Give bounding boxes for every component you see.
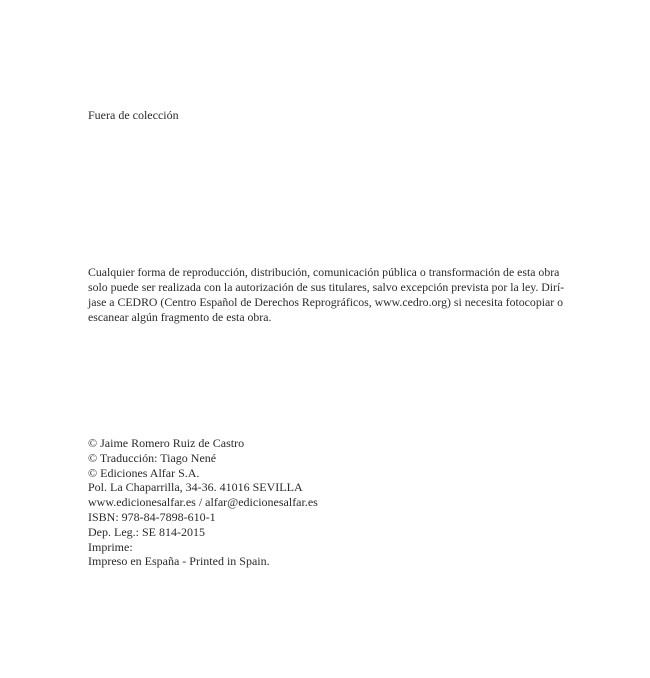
isbn: ISBN: 978-84-7898-610-1 [88,509,216,524]
publisher-web-email: www.edicionesalfar.es / alfar@edicionesalfar.es [88,495,318,510]
publisher-copyright: © Ediciones Alfar S.A. [88,465,200,480]
printed-in: Impreso en España - Printed in Spain. [88,554,270,569]
rights-notice [88,265,565,325]
rights-notice-line: Cualquier forma de reproducción, distribución, comunicación pública o transformación de esta obra [88,265,560,279]
rights-notice-line: jase a CEDRO (Centro Español de Derechos Reprográficos, www.cedro.org) si necesita fotocopiar o [88,295,564,309]
author-copyright: © Jaime Romero Ruiz de Castro [88,436,245,450]
printer-label: Imprime: [88,539,133,554]
rights-notice-line: solo puede ser realizada con la autorización de sus titulares, salvo excepción prevista por la ley. Dirí- [88,280,565,294]
legal-deposit: Dep. Leg.: SE 814-2015 [88,524,205,539]
series-note: Fuera de colección [88,108,179,122]
publisher-address: Pol. La Chaparrilla, 34-36. 41016 SEVILLA [88,480,303,495]
translation-copyright: © Traducción: Tiago Nené [88,450,217,465]
rights-notice-line: escanear algún fragmento de esta obra. [88,310,272,324]
imprint-block [88,436,318,569]
